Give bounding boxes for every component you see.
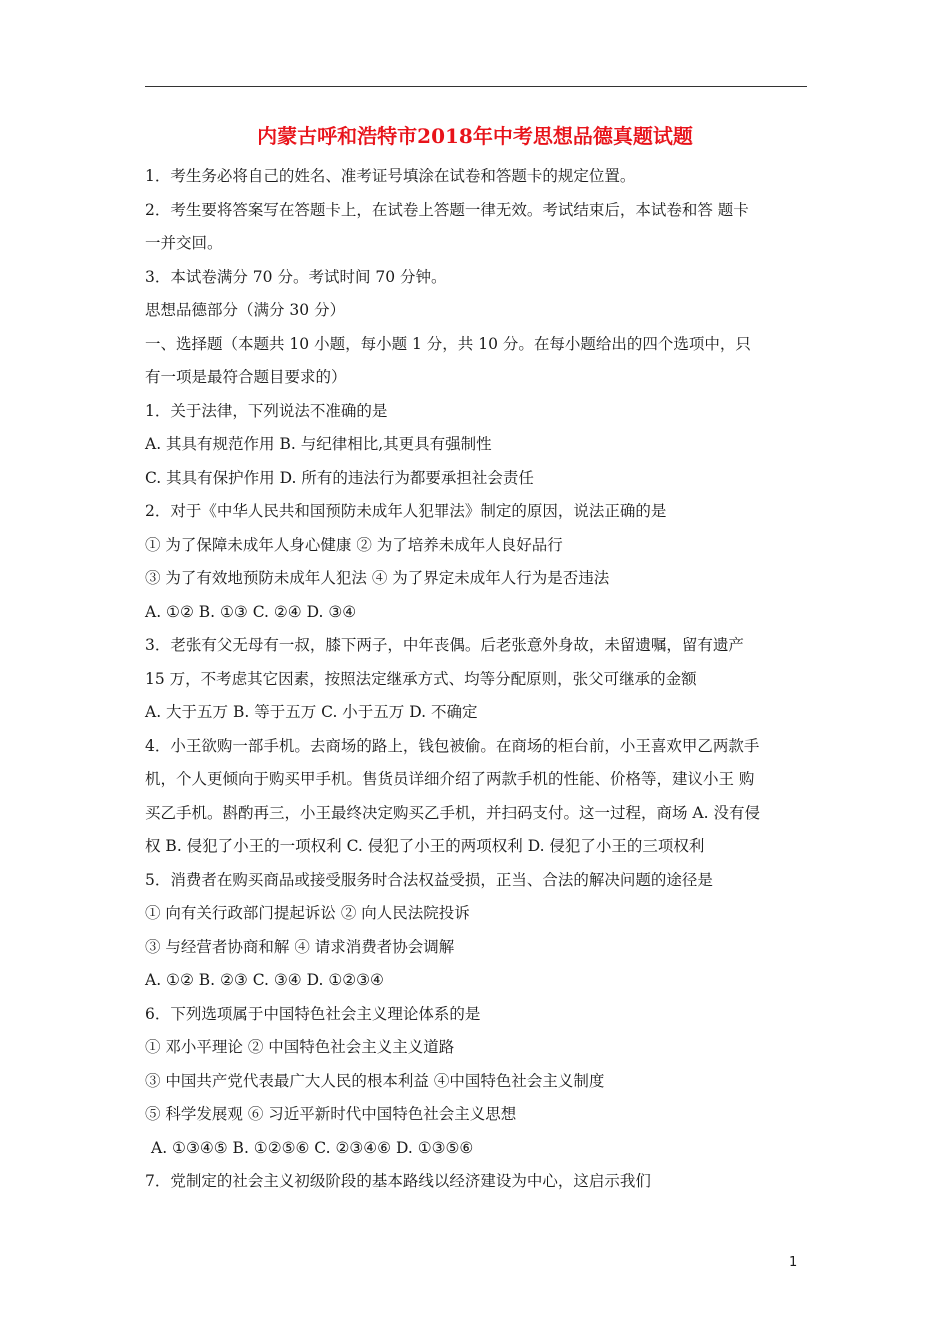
option-line: ③ 为了有效地预防未成年人犯法 ④ 为了界定未成年人行为是否违法	[145, 569, 610, 587]
option-line: C. 其具有保护作用 D. 所有的违法行为都要承担社会责任	[145, 468, 534, 487]
header-rule	[145, 86, 807, 87]
option-line: A. 大于五万 B. 等于五万 C. 小于五万 D. 不确定	[145, 703, 478, 721]
text-line: 有一项是最符合题目要求的）	[145, 368, 347, 386]
option-line: ① 为了保障未成年人身心健康 ② 为了培养未成年人良好品行	[145, 535, 563, 554]
question-line: 7．党制定的社会主义初级阶段的基本路线以经济建设为中心，这启示我们	[145, 1172, 651, 1190]
text-line: 思想品德部分（满分 30 分）	[145, 301, 346, 319]
question-line: 4．小王欲购一部手机。去商场的路上，钱包被偷。在商场的柜台前，小王喜欢甲乙两款手	[145, 736, 760, 755]
option-line: A. ①② B. ①③ C. ②④ D. ③④	[145, 602, 357, 621]
question-line: 5．消费者在购买商品或接受服务时合法权益受损，正当、合法的解决问题的途径是	[145, 870, 713, 889]
option-line: ⑤ 科学发展观 ⑥ 习近平新时代中国特色社会主义思想	[145, 1105, 517, 1123]
option-line: 权 B. 侵犯了小王的一项权利 C. 侵犯了小王的两项权利 D. 侵犯了小王的三项权利	[145, 837, 705, 855]
text-line: 一并交回。	[145, 234, 223, 252]
question-line: 6．下列选项属于中国特色社会主义理论体系的是	[145, 1004, 481, 1023]
question-line: 1．关于法律，下列说法不准确的是	[145, 401, 388, 420]
question-line: 3．老张有父无母有一叔，膝下两子，中年丧偶。后老张意外身故，未留遗嘱，留有遗产	[145, 636, 744, 654]
page-title: 内蒙古呼和浩特市2018年中考思想品德真题试题	[257, 124, 693, 148]
option-line: A. ①② B. ②③ C. ③④ D. ①②③④	[145, 971, 384, 989]
option-line: A. ①③④⑤ B. ①②⑤⑥ C. ②③④⑥ D. ①③⑤⑥	[151, 1138, 474, 1157]
option-line: ① 邓小平理论 ② 中国特色社会主义主义道路	[145, 1038, 455, 1056]
question-line: 2．对于《中华人民共和国预防未成年人犯罪法》制定的原因，说法正确的是	[145, 502, 667, 520]
text-line: 1．考生务必将自己的姓名、准考证号填涂在试卷和答题卡的规定位置。	[145, 167, 636, 185]
page-number: 1	[789, 1255, 798, 1270]
text-line: 一、选择题（本题共 10 小题，每小题 1 分，共 10 分。在每小题给出的四个选项中，只	[145, 334, 751, 353]
text-line: 2．考生要将答案写在答题卡上，在试卷上答题一律无效。考试结束后，本试卷和答 题卡	[145, 200, 749, 219]
question-line: 机，个人更倾向于购买甲手机。售货员详细介绍了两款手机的性能、价格等，建议小王 购	[145, 770, 755, 788]
option-line: ③ 与经营者协商和解 ④ 请求消费者协会调解	[145, 937, 455, 956]
option-line: ① 向有关行政部门提起诉讼 ② 向人民法院投诉	[145, 904, 470, 922]
option-line: ③ 中国共产党代表最广大人民的根本利益 ④中国特色社会主义制度	[145, 1071, 605, 1090]
question-line: 15 万，不考虑其它因素，按照法定继承方式、均等分配原则，张父可继承的金额	[145, 669, 697, 688]
exam-body	[145, 160, 815, 1199]
text-line: 3．本试卷满分 70 分。考试时间 70 分钟。	[145, 267, 447, 286]
question-line: 买乙手机。斟酌再三，小王最终决定购买乙手机，并扫码支付。这一过程，商场 A. 没有侵	[145, 803, 760, 822]
option-line: A. 其具有规范作用 B. 与纪律相比,其更具有强制性	[145, 435, 492, 453]
